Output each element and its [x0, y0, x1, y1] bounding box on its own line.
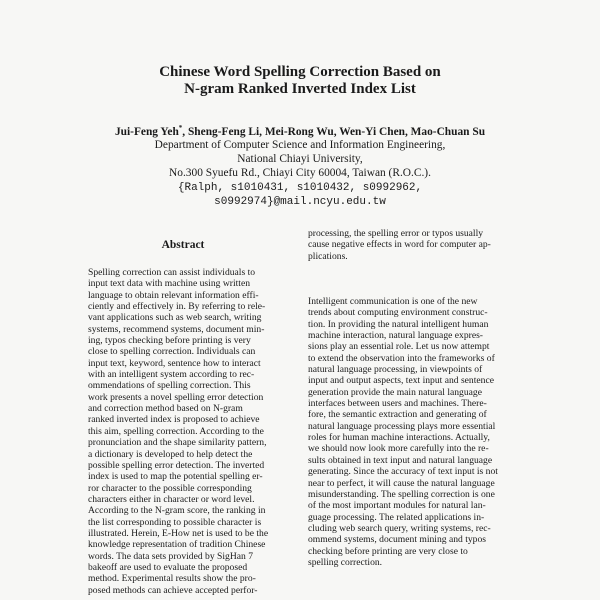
- author-emails-line-2: s0992974}@mail.ncyu.edu.tw: [214, 196, 386, 208]
- body-text-line: near to perfect, it will cause the natural language: [308, 477, 495, 489]
- body-text-line: spelling correction.: [308, 556, 383, 568]
- body-text-line: Intelligent communication is one of the new: [308, 296, 478, 307]
- abstract-text-line: ciently and effectively in. By referring to rele-: [88, 301, 266, 313]
- first-author: Jui-Feng Yeh: [114, 125, 179, 138]
- author-emails-line-1: {Ralph, s1010431, s1010432, s0992962,: [177, 182, 423, 194]
- abstract-text-line: index is used to map the potential spelling er-: [88, 471, 263, 483]
- abstract-text-line: pronunciation and the shape similarity pattern,: [88, 437, 267, 449]
- body-text-line: cause negative effects in word for computer ap-: [308, 239, 491, 251]
- body-text-line: ommend systems, document mining and typos: [308, 534, 487, 546]
- body-text-line: guage processing. The related applications in-: [308, 511, 485, 523]
- abstract-text-line: possible spelling error detection. The inverted: [88, 459, 265, 471]
- abstract-text-line: input text, keyword, sentence how to interact: [88, 357, 261, 369]
- abstract-text-line: bakeoff are used to evaluate the proposed: [88, 561, 248, 573]
- body-text-line: generation provide the main natural language: [308, 386, 482, 398]
- abstract-text-line: knowledge representation of tradition Chinese: [88, 539, 266, 551]
- paper-title-line-1: Chinese Word Spelling Correction Based on: [159, 64, 441, 80]
- body-text-line: machine interaction, natural language expres-: [308, 330, 484, 342]
- abstract-heading: Abstract: [161, 239, 205, 251]
- abstract-text-line: input text data with machine using written: [88, 278, 250, 290]
- abstract-text-line: close to spelling correction. Individuals can: [88, 346, 256, 358]
- body-text-line: generating. Since the accuracy of text input is not: [308, 466, 498, 478]
- intro-paragraph-continued: [308, 228, 518, 262]
- affiliation-department: Department of Computer Science and Information Engineering,: [154, 139, 446, 151]
- body-text-line: to extend the observation into the frameworks of: [308, 352, 495, 364]
- abstract-text-line: ommendations of spelling correction. This: [88, 380, 251, 392]
- abstract-text-line: the list corresponding to possible character is: [88, 516, 262, 528]
- abstract-body: [88, 267, 280, 596]
- abstract-text-line: ing, typos checking before printing is very: [88, 335, 251, 347]
- body-text-line: natural language processing plays more essential: [308, 420, 496, 432]
- body-text-line: roles for human machine interactions. Actually,: [308, 432, 490, 444]
- abstract-text-line: characters either in character or word level.: [88, 493, 255, 505]
- abstract-text-line: a dictionary is developed to help detect the: [88, 448, 253, 460]
- body-text-line: sults obtained in text input and natural language: [308, 454, 493, 466]
- intro-paragraph: [308, 296, 518, 568]
- body-text-line: trends about computing environment construc-: [308, 307, 488, 319]
- body-text-line: input and output aspects, text input and sentence: [308, 375, 494, 387]
- body-text-line: plications.: [308, 250, 348, 262]
- abstract-text-line: illustrated. Herein, E-How net is used to be the: [88, 527, 269, 539]
- body-text-line: processing, the spelling error or typos usually: [308, 228, 484, 239]
- abstract-text-line: work presents a novel spelling error detection: [88, 391, 264, 403]
- abstract-text-line: language to obtain relevant information effi-: [88, 289, 259, 301]
- abstract-text-line: words. The data sets provided by SigHan 7: [88, 550, 254, 562]
- body-text-line: fore, the semantic extraction and generating of: [308, 409, 487, 421]
- abstract-text-line: ranked inverted index is proposed to achieve: [88, 414, 260, 426]
- body-text-line: tion. In providing the natural intelligent human: [308, 318, 489, 330]
- author-list: [0, 121, 600, 139]
- abstract-text-line: posed methods can achieve accepted perfor-: [88, 584, 258, 596]
- body-text-line: natural language processing, in viewpoints of: [308, 364, 483, 376]
- body-text-line: of the most important modules for natural lan-: [308, 500, 486, 512]
- body-text-line: interfaces between users and machines. There-: [308, 398, 487, 410]
- body-text-line: cluding web search query, writing systems, rec-: [308, 522, 491, 534]
- body-text-line: misunderstanding. The spelling correction is one: [308, 488, 495, 500]
- abstract-text-line: method. Experimental results show the pro-: [88, 573, 256, 585]
- abstract-text-line: this aim, spelling correction. According to the: [88, 425, 264, 437]
- body-text-line: we should now look more carefully into the re-: [308, 443, 489, 455]
- abstract-text-line: vant applications such as web search, writing: [88, 312, 262, 324]
- body-text-line: checking before printing are very close to: [308, 545, 468, 557]
- paper-title-line-2: N-gram Ranked Inverted Index List: [184, 81, 416, 97]
- affiliation-university: National Chiayi University,: [237, 153, 363, 165]
- abstract-text-line: systems, recommend systems, document min-: [88, 323, 265, 335]
- corresponding-author-mark: *: [178, 124, 183, 132]
- abstract-text-line: and correction method based on N-gram: [88, 403, 243, 415]
- abstract-text-line: According to the N-gram score, the ranking in: [88, 505, 266, 517]
- body-text-line: sions play an essential role. Let us now attempt: [308, 341, 490, 353]
- abstract-text-line: with an intelligent system according to rec-: [88, 369, 255, 381]
- abstract-text-line: ror character to the possible corresponding: [88, 482, 252, 494]
- affiliation-address: No.300 Syuefu Rd., Chiayi City 60004, Taiwan (R.O.C.).: [169, 167, 431, 179]
- abstract-text-line: Spelling correction can assist individuals to: [88, 267, 256, 278]
- other-authors: , Sheng-Feng Li, Mei-Rong Wu, Wen-Yi Chen, Mao-Chuan Su: [182, 125, 486, 138]
